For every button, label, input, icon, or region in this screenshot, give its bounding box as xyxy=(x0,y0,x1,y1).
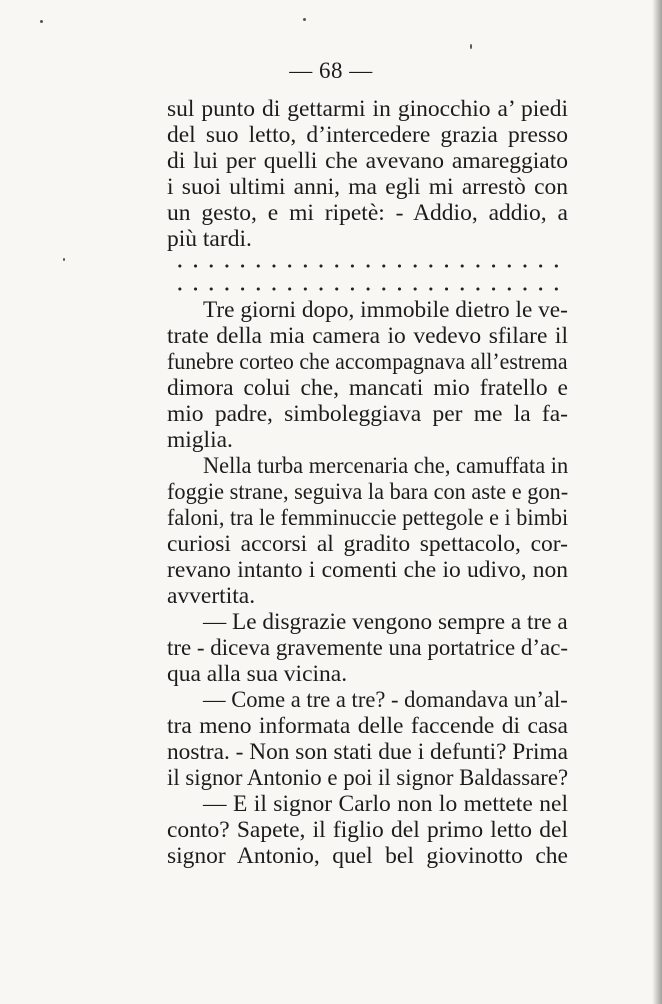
text-line: il signor Antonio e poi il signor Baldassare? xyxy=(167,765,569,791)
text-line: avvertita. xyxy=(167,583,256,609)
text-line: dimora colui che, mancati mio fratello e xyxy=(167,375,568,401)
text-line: di lui per quelli che avevano amareggiato xyxy=(167,148,568,174)
ink-speck xyxy=(303,18,306,21)
text-line: mio padre, simboleggiava per me la fa- xyxy=(167,401,568,427)
text-line: nostra. - Non son stati due i defunti? Prima xyxy=(167,739,569,765)
text-line: miglia. xyxy=(167,427,233,453)
text-line: faloni, tra le femminuccie pettegole e i bimbi xyxy=(167,505,569,531)
text-line: — E il signor Carlo non lo mettete nel xyxy=(203,791,568,817)
text-line: — Le disgrazie vengono sempre a tre a xyxy=(203,609,568,635)
text-line: Nella turba mercenaria che, camuffata in xyxy=(203,453,569,479)
text-line: del suo letto, d’intercedere grazia presso xyxy=(167,122,568,148)
text-line: qua alla sua vicina. xyxy=(167,661,348,687)
text-line: revano intanto i comenti che io udivo, non xyxy=(167,557,568,583)
text-line: sul punto di gettarmi in ginocchio a’ piedi xyxy=(167,96,568,122)
text-line: signor Antonio, quel bel giovinotto che xyxy=(167,843,568,869)
text-line: curiosi accorsi al gradito spettacolo, cor- xyxy=(167,531,568,557)
text-line: — Come a tre a tre? - domandava un’al- xyxy=(203,687,568,713)
text-line: foggie strane, seguiva la bara con aste e gon- xyxy=(167,479,569,505)
ellipsis-row xyxy=(172,263,566,269)
text-line: conto? Sapete, il figlio del primo letto del xyxy=(167,817,568,843)
ink-speck xyxy=(470,44,472,49)
text-line: i suoi ultimi anni, ma egli mi arrestò con xyxy=(167,174,568,200)
page-number: — 68 — xyxy=(289,58,373,83)
text-line: un gesto, e mi ripetè: - Addio, addio, a xyxy=(167,200,568,226)
text-line: tre - diceva gravemente una portatrice d’ac- xyxy=(167,635,569,661)
text-line: trate della mia camera io vedevo sfilare il xyxy=(167,323,568,349)
ink-speck xyxy=(40,20,43,23)
ellipsis-row xyxy=(172,286,566,292)
text-line: Tre giorni dopo, immobile dietro le ve- xyxy=(203,297,568,323)
text-line: tra meno informata delle faccende di casa xyxy=(167,713,568,739)
ink-speck xyxy=(63,258,65,261)
text-line: più tardi. xyxy=(167,226,252,252)
text-line: funebre corteo che accompagnava all’estrema xyxy=(167,349,568,375)
page-edge-shadow xyxy=(652,0,662,1004)
